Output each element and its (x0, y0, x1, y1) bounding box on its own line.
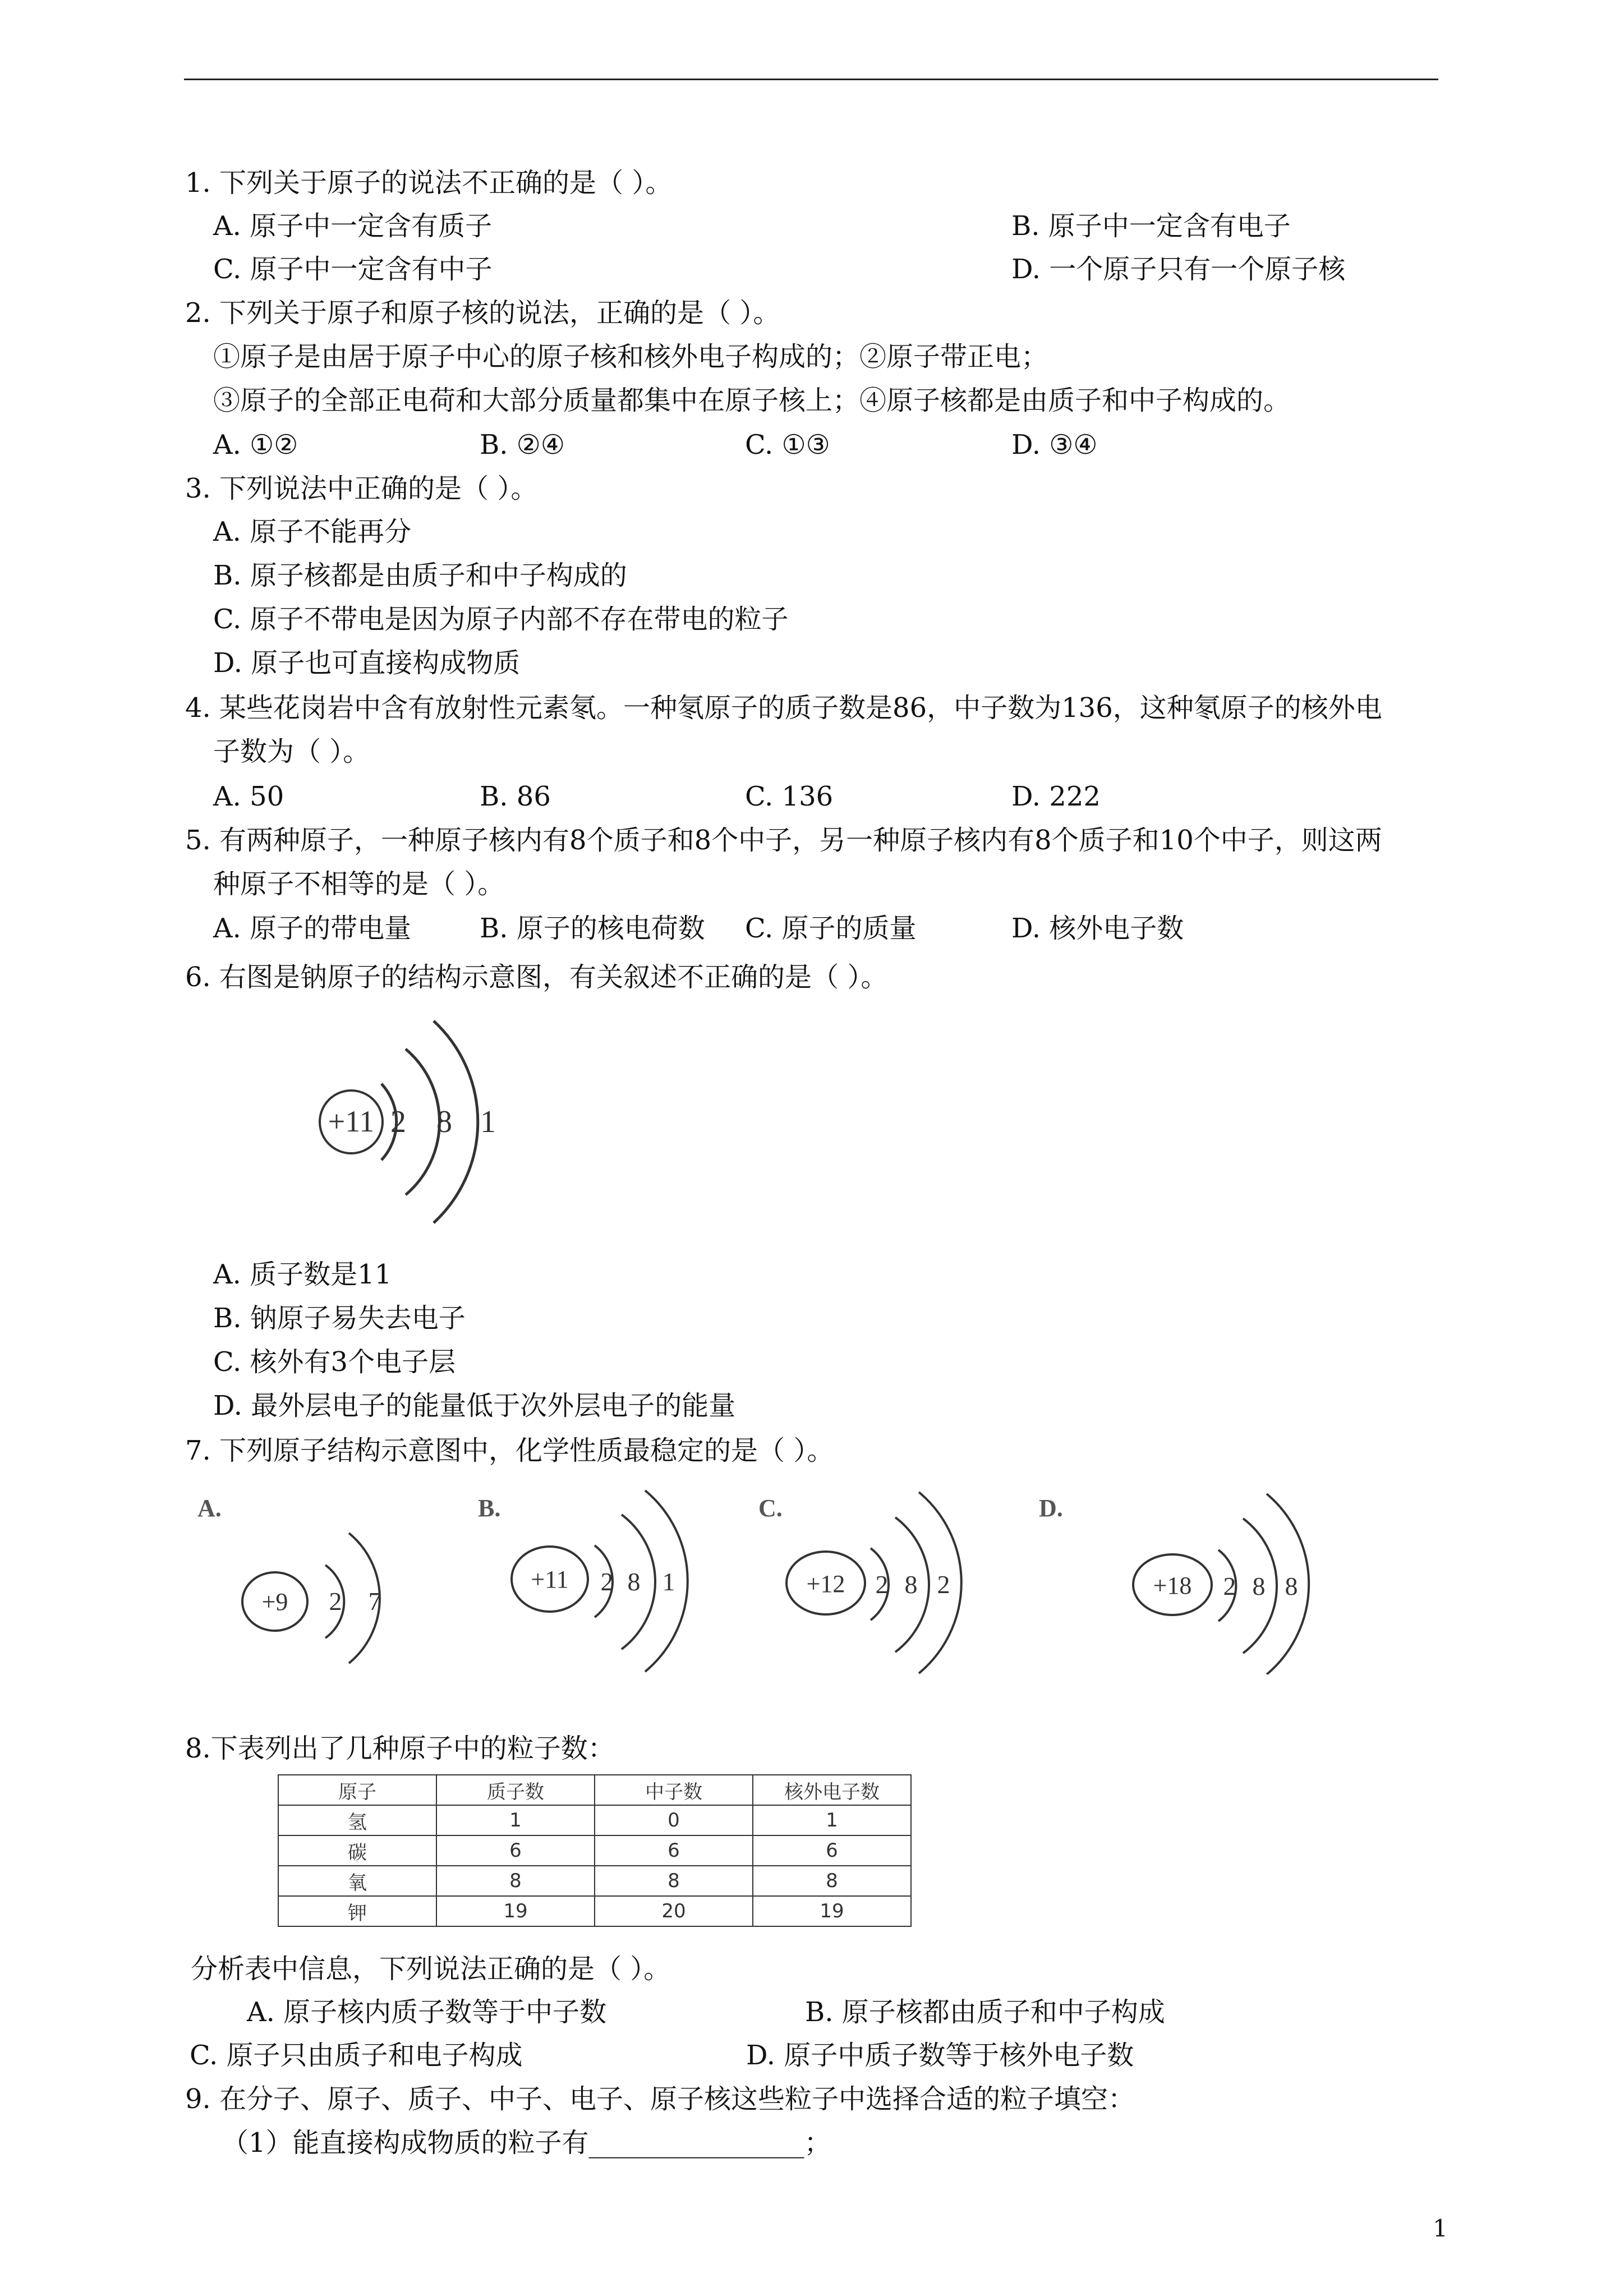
q8-prompt: 分析表中信息，下列说法正确的是（ ）。 (191, 1953, 671, 1985)
page-number: 1 (1433, 2215, 1448, 2242)
table-cell: 0 (595, 1805, 753, 1835)
q7-stem: 7. 下列原子结构示意图中，化学性质最稳定的是（ ）。 (185, 1435, 834, 1466)
q6-stem: 6. 右图是钠原子的结构示意图，有关叙述不正确的是（ ）。 (185, 961, 888, 993)
shell-arc-2 (406, 1049, 439, 1195)
sodium-atom-diagram (303, 1018, 516, 1231)
diagram-c (758, 1492, 961, 1673)
q9-part1: （1）能直接构成物质的粒子有________________； (222, 2127, 831, 2159)
diagram-b-charge: +11 (531, 1566, 569, 1593)
diagram-b-shell-2: 8 (627, 1567, 641, 1596)
table-header-cell: 中子数 (595, 1775, 753, 1805)
table-cell: 氧 (278, 1866, 436, 1896)
q8-option-c: C. 原子只由质子和电子构成 (190, 2040, 523, 2071)
diagram-c-shell-1: 2 (875, 1570, 889, 1599)
diagram-a-label: A. (197, 1494, 222, 1522)
table-cell: 氢 (278, 1805, 436, 1835)
shell-count-1: 2 (390, 1105, 406, 1139)
q3-option-a: A. 原子不能再分 (213, 516, 412, 547)
diagram-b (478, 1490, 688, 1672)
diagram-a-shell-2: 7 (368, 1587, 381, 1616)
diagram-c-label: C. (758, 1494, 783, 1522)
q4-stem-line2: 子数为（ ）。 (213, 736, 370, 767)
q8-option-d: D. 原子中质子数等于核外电子数 (746, 2040, 1134, 2071)
q5-stem-line1: 5. 有两种原子，一种原子核内有8个质子和8个中子，另一种原子核内有8个质子和10个中子，则这两 (185, 825, 1382, 856)
q2-option-a: A. ①② (213, 429, 298, 461)
nucleus-charge: +11 (328, 1105, 375, 1138)
table-cell: 8 (595, 1866, 753, 1896)
q1-stem: 1. 下列关于原子的说法不正确的是（ ）。 (185, 167, 673, 199)
q8-option-a: A. 原子核内质子数等于中子数 (247, 1996, 607, 2028)
table-header-row (278, 1775, 911, 1805)
q6-option-c: C. 核外有3个电子层 (213, 1346, 456, 1378)
q4-stem-line1: 4. 某些花岗岩中含有放射性元素氡。一种氡原子的质子数是86，中子数为136，这种氡原子的核外电 (185, 692, 1382, 724)
diagram-a (197, 1494, 381, 1663)
q1-option-b: B. 原子中一定含有电子 (1011, 210, 1291, 242)
q6-option-a: A. 质子数是11 (213, 1259, 392, 1290)
q4-option-a: A. 50 (213, 781, 284, 812)
q3-option-d: D. 原子也可直接构成物质 (213, 647, 521, 679)
table-row (278, 1805, 911, 1835)
diagram-c-shell-2: 8 (904, 1570, 918, 1599)
q4-option-b: B. 86 (480, 781, 551, 812)
table-cell: 19 (753, 1896, 911, 1926)
q1-option-c: C. 原子中一定含有中子 (213, 254, 493, 285)
q3-option-b: B. 原子核都是由质子和中子构成的 (213, 560, 627, 591)
q1-option-a: A. 原子中一定含有质子 (213, 210, 493, 242)
diagram-d-shell-2: 8 (1252, 1572, 1266, 1600)
q2-line2: ③原子的全部正电荷和大部分质量都集中在原子核上；④原子核都是由质子和中子构成的。 (213, 385, 1291, 416)
diagram-d-shell-3: 8 (1285, 1572, 1298, 1600)
diagram-a-charge: +9 (261, 1588, 288, 1616)
q8-stem: 8.下表列出了几种原子中的粒子数： (185, 1733, 615, 1764)
q4-option-d: D. 222 (1011, 781, 1101, 812)
table-cell: 1 (753, 1805, 911, 1835)
q3-option-c: C. 原子不带电是因为原子内部不存在带电的粒子 (213, 604, 789, 635)
q2-option-b: B. ②④ (480, 429, 565, 461)
table-row (278, 1835, 911, 1866)
table-cell: 19 (436, 1896, 595, 1926)
table-cell: 1 (436, 1805, 595, 1835)
table-cell: 碳 (278, 1835, 436, 1866)
table-row (278, 1896, 911, 1926)
table-cell: 6 (753, 1835, 911, 1866)
table-cell: 6 (436, 1835, 595, 1866)
shell-count-3: 1 (480, 1105, 496, 1139)
q5-option-b: B. 原子的核电荷数 (480, 913, 705, 944)
diagram-b-shell-3: 1 (662, 1567, 675, 1596)
q1-option-d: D. 一个原子只有一个原子核 (1011, 254, 1346, 285)
table-cell: 8 (436, 1866, 595, 1896)
diagram-c-shell-3: 2 (937, 1570, 950, 1599)
particle-table (278, 1774, 912, 1927)
shell-count-2: 8 (436, 1105, 452, 1139)
q2-option-c: C. ①③ (745, 429, 830, 461)
table-cell: 钾 (278, 1896, 436, 1926)
q2-option-d: D. ③④ (1011, 429, 1098, 461)
header-rule (184, 79, 1438, 80)
q5-option-d: D. 核外电子数 (1011, 913, 1184, 944)
q9-stem: 9. 在分子、原子、质子、中子、电子、原子核这些粒子中选择合适的粒子填空： (185, 2083, 1135, 2115)
q2-line1: ①原子是由居于原子中心的原子核和核外电子构成的；②原子带正电； (213, 341, 1048, 372)
q5-stem-line2: 种原子不相等的是（ ）。 (213, 868, 505, 900)
table-header-cell: 核外电子数 (753, 1775, 911, 1805)
diagram-d-charge: +18 (1153, 1572, 1192, 1599)
diagram-c-charge: +12 (806, 1570, 845, 1598)
q2-stem: 2. 下列关于原子和原子核的说法，正确的是（ ）。 (185, 297, 780, 329)
table-cell: 6 (595, 1835, 753, 1866)
table-header-cell: 原子 (278, 1775, 436, 1805)
diagram-d (1039, 1494, 1309, 1674)
table-header-cell: 质子数 (436, 1775, 595, 1805)
table-cell: 8 (753, 1866, 911, 1896)
q5-option-c: C. 原子的质量 (745, 913, 917, 944)
diagram-d-shell-1: 2 (1223, 1572, 1236, 1600)
q8-option-b: B. 原子核都由质子和中子构成 (805, 1996, 1165, 2028)
diagram-a-shell-1: 2 (329, 1587, 342, 1616)
q7-diagrams (191, 1489, 1369, 1674)
diagram-d-label: D. (1039, 1494, 1063, 1522)
table-row (278, 1866, 911, 1896)
table-cell: 20 (595, 1896, 753, 1926)
q3-stem: 3. 下列说法中正确的是（ ）。 (185, 473, 538, 504)
q4-option-c: C. 136 (745, 781, 834, 812)
q6-option-b: B. 钠原子易失去电子 (213, 1303, 466, 1334)
q5-option-a: A. 原子的带电量 (213, 913, 412, 944)
diagram-b-label: B. (478, 1494, 501, 1522)
diagram-b-shell-1: 2 (600, 1567, 614, 1596)
q6-option-d: D. 最外层电子的能量低于次外层电子的能量 (213, 1390, 736, 1421)
